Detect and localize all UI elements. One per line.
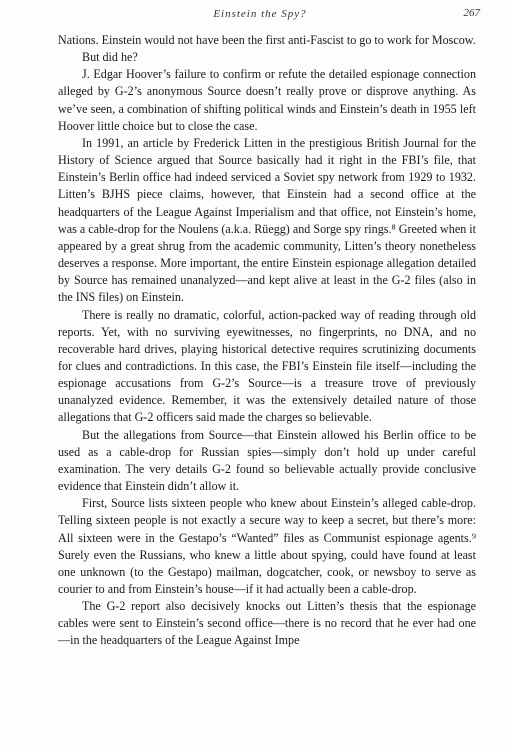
- paragraph: There is really no dramatic, colorful, action-packed way of reading through old reports. Yet, with no surviving eyewitnesses, no fingerprints, no DNA, and no recoverable hard drives, playing historical detective requires scrutinizing documents for clues and contradictions. In this case, the FBI’s Einstein file itself—including the espionage accusations from G-2’s Source—is a treasure trove of previously unanalyzed evidence. Remember, it was the extensively detailed nature of those allegations that G-2 officers said made the charges so believable.: [58, 307, 476, 425]
- paragraph: But did he?: [82, 50, 138, 65]
- paragraph: But the allegations from Source—that Einstein allowed his Berlin office to be used as a cable-drop for Russian spies—simply don’t hold up under careful examination. The very details G-2 found so believable actually provide conclusive evidence that Einstein didn’t allow it.: [58, 427, 476, 494]
- paragraph: The G-2 report also decisively knocks out Litten’s thesis that the espionage cables were sent to Einstein’s second office—there is no record that he ever had one—in the headquarters of the League Against Impe: [58, 599, 476, 648]
- paragraph: Nations. Einstein would not have been the first anti-Fascist to go to work for Moscow.: [58, 33, 476, 47]
- paragraph: First, Source lists sixteen people who knew about Einstein’s alleged cable-drop. Telling sixteen people is not exactly a secure way to keep a secret, but there’s more: All sixteen were in the Gestapo’s “Wanted” files as Communist espionage agents.⁹ Surely even the Russians, who knew a little about spying, could have found at least one unknown (to the Gestapo) mailman, dogcatcher, cook, or newsboy to serve as courier to and from Einstein’s house—if it had actually been a cable-drop.: [58, 496, 476, 596]
- paragraph: J. Edgar Hoover’s failure to confirm or refute the detailed espionage connection alleged by G-2’s anonymous Source doesn’t really prove or disprove anything. As we’ve seen, a combination of shifting political winds and Einstein’s death in 1955 left Hoover little choice but to close the case.: [58, 67, 476, 133]
- paragraph: In 1991, an article by Frederick Litten in the prestigious British Journal for the History of Science argued that Source basically had it right in the FBI’s file, that Einstein’s Berlin office had indeed serviced a Soviet spy network from 1929 to 1932. Litten’s BJHS piece claims, however, that Einstein had a second office at the headquarters of the League Against Imperialism and that office, not Einstein’s home, was a cable-drop for the Noulens (a.k.a. Rüegg) and Sorge spy rings.⁸ Greeted when it appeared by a great shrug from the academic community, Litten’s theory nonetheless deserves a response. More important, the entire Einstein espionage allegation detailed by Source has remained unanalyzed—and kept alive at least in the G-2 files (also in the INS files) on Einstein.: [58, 135, 476, 305]
- page-number: 267: [463, 7, 480, 19]
- running-head: Einstein the Spy?: [213, 8, 307, 20]
- body-text: [58, 32, 476, 650]
